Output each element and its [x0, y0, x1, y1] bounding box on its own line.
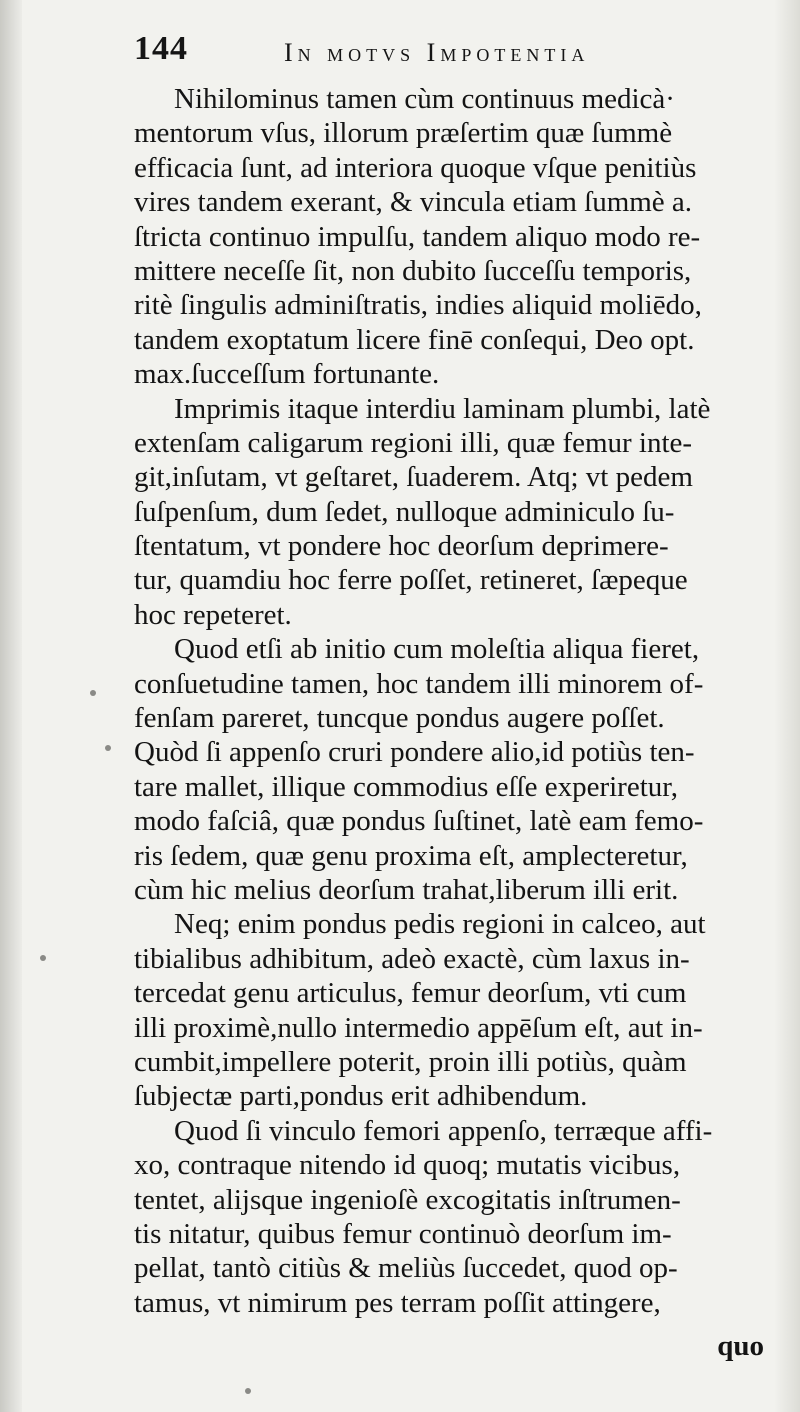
text-line: tamus, vt nimirum pes terram poſſit attingere,	[134, 1286, 661, 1319]
running-head: In motvs Impotentia	[284, 38, 590, 67]
text-line: tentet, alijsque ingenioſè excogitatis inſtrumen-	[134, 1183, 681, 1216]
ink-speck	[105, 745, 111, 751]
text-line: Quòd ſi appenſo cruri pondere alio,id potiùs ten-	[134, 736, 695, 769]
text-line: ritè ſingulis adminiſtratis, indies aliquid moliēdo,	[134, 289, 702, 322]
text-line: extenſam caligarum regioni illi, quæ femur inte-	[134, 426, 693, 459]
text-line: mentorum vſus, illorum præſertim quæ ſummè	[134, 117, 673, 150]
text-line: ſtentatum, vt pondere hoc deorſum deprimere-	[134, 530, 669, 563]
ink-speck	[245, 1388, 251, 1394]
text-line: Imprimis itaque interdiu laminam plumbi, latè	[174, 392, 711, 425]
ink-speck	[90, 690, 96, 696]
text-line: ris ſedem, quæ genu proxima eſt, amplecteretur,	[134, 839, 688, 872]
text-line: hoc repeteret.	[134, 598, 292, 631]
text-line: modo faſciâ, quæ pondus ſuſtinet, latè eam femo-	[134, 805, 704, 838]
text-line: tercedat genu articulus, femur deorſum, vti cum	[134, 977, 687, 1010]
text-line: tare mallet, illique commodius eſſe experiretur,	[134, 770, 679, 803]
text-line: vires tandem exerant, & vincula etiam ſummè a.	[134, 186, 693, 219]
text-line: Quod etſi ab initio cum moleſtia aliqua fieret,	[174, 633, 700, 666]
text-line: git,inſutam, vt geſtaret, ſuaderem. Atq; vt pedem	[134, 461, 693, 494]
text-line: fenſam pareret, tuncque pondus augere poſſet.	[134, 702, 665, 735]
page-header	[134, 30, 774, 80]
text-line: tibialibus adhibitum, adeò exactè, cùm laxus in-	[134, 942, 690, 975]
text-line: Nihilominus tamen cùm continuus medicà·	[174, 83, 675, 115]
text-line: xo, contraque nitendo id quoq; mutatis vicibus,	[134, 1149, 681, 1182]
text-line: cumbit,impellere poterit, proin illi potiùs, quàm	[134, 1045, 687, 1078]
text-line: tur, quamdiu hoc ferre poſſet, retineret, ſæpeque	[134, 564, 688, 597]
body-text	[134, 82, 774, 1320]
text-line: Neq; enim pondus pedis regioni in calceo, aut	[174, 908, 706, 941]
page-number: 144	[134, 30, 188, 67]
text-line: mittere neceſſe ſit, non dubito ſucceſſu temporis,	[134, 254, 692, 287]
text-line: efficacia ſunt, ad interiora quoque vſque penitiùs	[134, 151, 697, 184]
text-line: illi proximè,nullo intermedio appēſum eſt, aut in-	[134, 1011, 703, 1044]
text-line: ſtricta continuo impulſu, tandem aliquo modo re-	[134, 220, 701, 253]
ink-speck	[40, 955, 46, 961]
text-line: ſubjectæ parti,pondus erit adhibendum.	[134, 1080, 588, 1113]
text-line: Quod ſi vinculo femori appenſo, terræque affi-	[174, 1114, 713, 1147]
text-line: conſuetudine tamen, hoc tandem illi minorem of-	[134, 667, 704, 700]
text-line: tis nitatur, quibus femur continuò deorſum im-	[134, 1217, 672, 1250]
text-line: max.ſucceſſum fortunante.	[134, 358, 440, 391]
catchword: quo	[717, 1330, 764, 1362]
text-line: pellat, tantò citiùs & meliùs ſuccedet, quod op-	[134, 1252, 678, 1285]
text-line: cùm hic melius deorſum trahat,liberum illi erit.	[134, 873, 679, 906]
page-edge	[774, 0, 800, 1412]
text-line: ſuſpenſum, dum ſedet, nulloque adminiculo ſu-	[134, 495, 675, 528]
page-gutter	[0, 0, 22, 1412]
text-line: tandem exoptatum licere finē conſequi, Deo opt.	[134, 323, 695, 356]
